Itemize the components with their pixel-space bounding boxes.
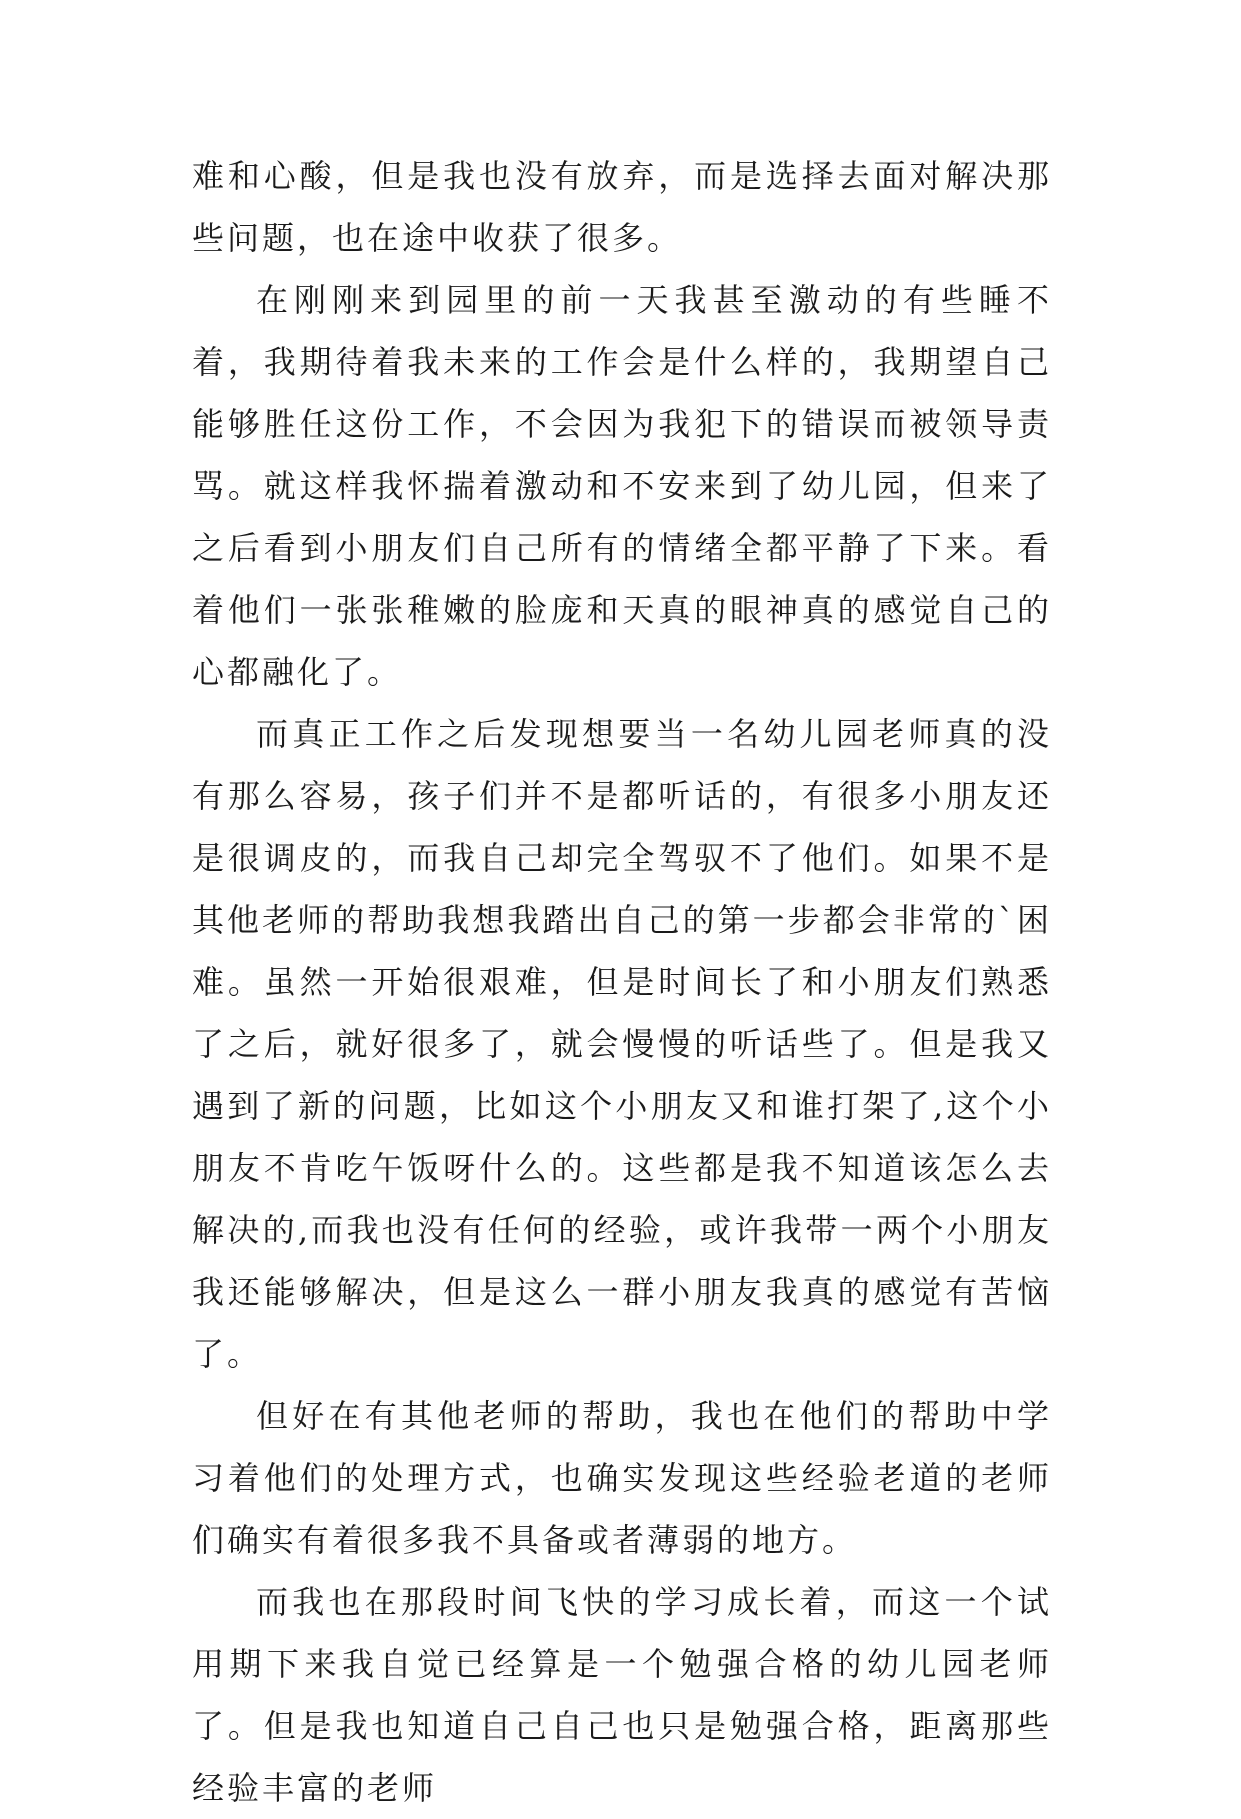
paragraph-1: 难和心酸，但是我也没有放弃，而是选择去面对解决那些问题，也在途中收获了很多。 xyxy=(192,157,1052,257)
paragraph-5: 而我也在那段时间飞快的学习成长着，而这一个试用期下来我自觉已经算是一个勉强合格的幼儿园老师了。但是我也知道自己自己也只是勉强合格，距离那些经验丰富的老师 xyxy=(192,1583,1052,1807)
paragraph-3: 而真正工作之后发现想要当一名幼儿园老师真的没有那么容易，孩子们并不是都听话的，有很多小朋友还是很调皮的，而我自己却完全驾驭不了他们。如果不是其他老师的帮助我想我踏出自己的第一步都会非常的`困难。虽然一开始很艰难，但是时间长了和小朋友们熟悉了之后，就好很多了，就会慢慢的听话些了。但是我又遇到了新的问题，比如这个小朋友又和谁打架了,这个小朋友不肯吃午饭呀什么的。这些都是我不知道该怎么去解决的,而我也没有任何的经验，或许我带一两个小朋友我还能够解决，但是这么一群小朋友我真的感觉有苦恼了。 xyxy=(192,715,1052,1373)
paragraph-2: 在刚刚来到园里的前一天我甚至激动的有些睡不着，我期待着我未来的工作会是什么样的，我期望自己能够胜任这份工作，不会因为我犯下的错误而被领导责骂。就这样我怀揣着激动和不安来到了幼儿园，但来了之后看到小朋友们自己所有的情绪全都平静了下来。看着他们一张张稚嫩的脸庞和天真的眼神真的感觉自己的心都融化了。 xyxy=(192,281,1052,691)
paragraph-4: 但好在有其他老师的帮助，我也在他们的帮助中学习着他们的处理方式，也确实发现这些经验老道的老师们确实有着很多我不具备或者薄弱的地方。 xyxy=(192,1397,1052,1559)
document-body xyxy=(192,145,1052,1819)
